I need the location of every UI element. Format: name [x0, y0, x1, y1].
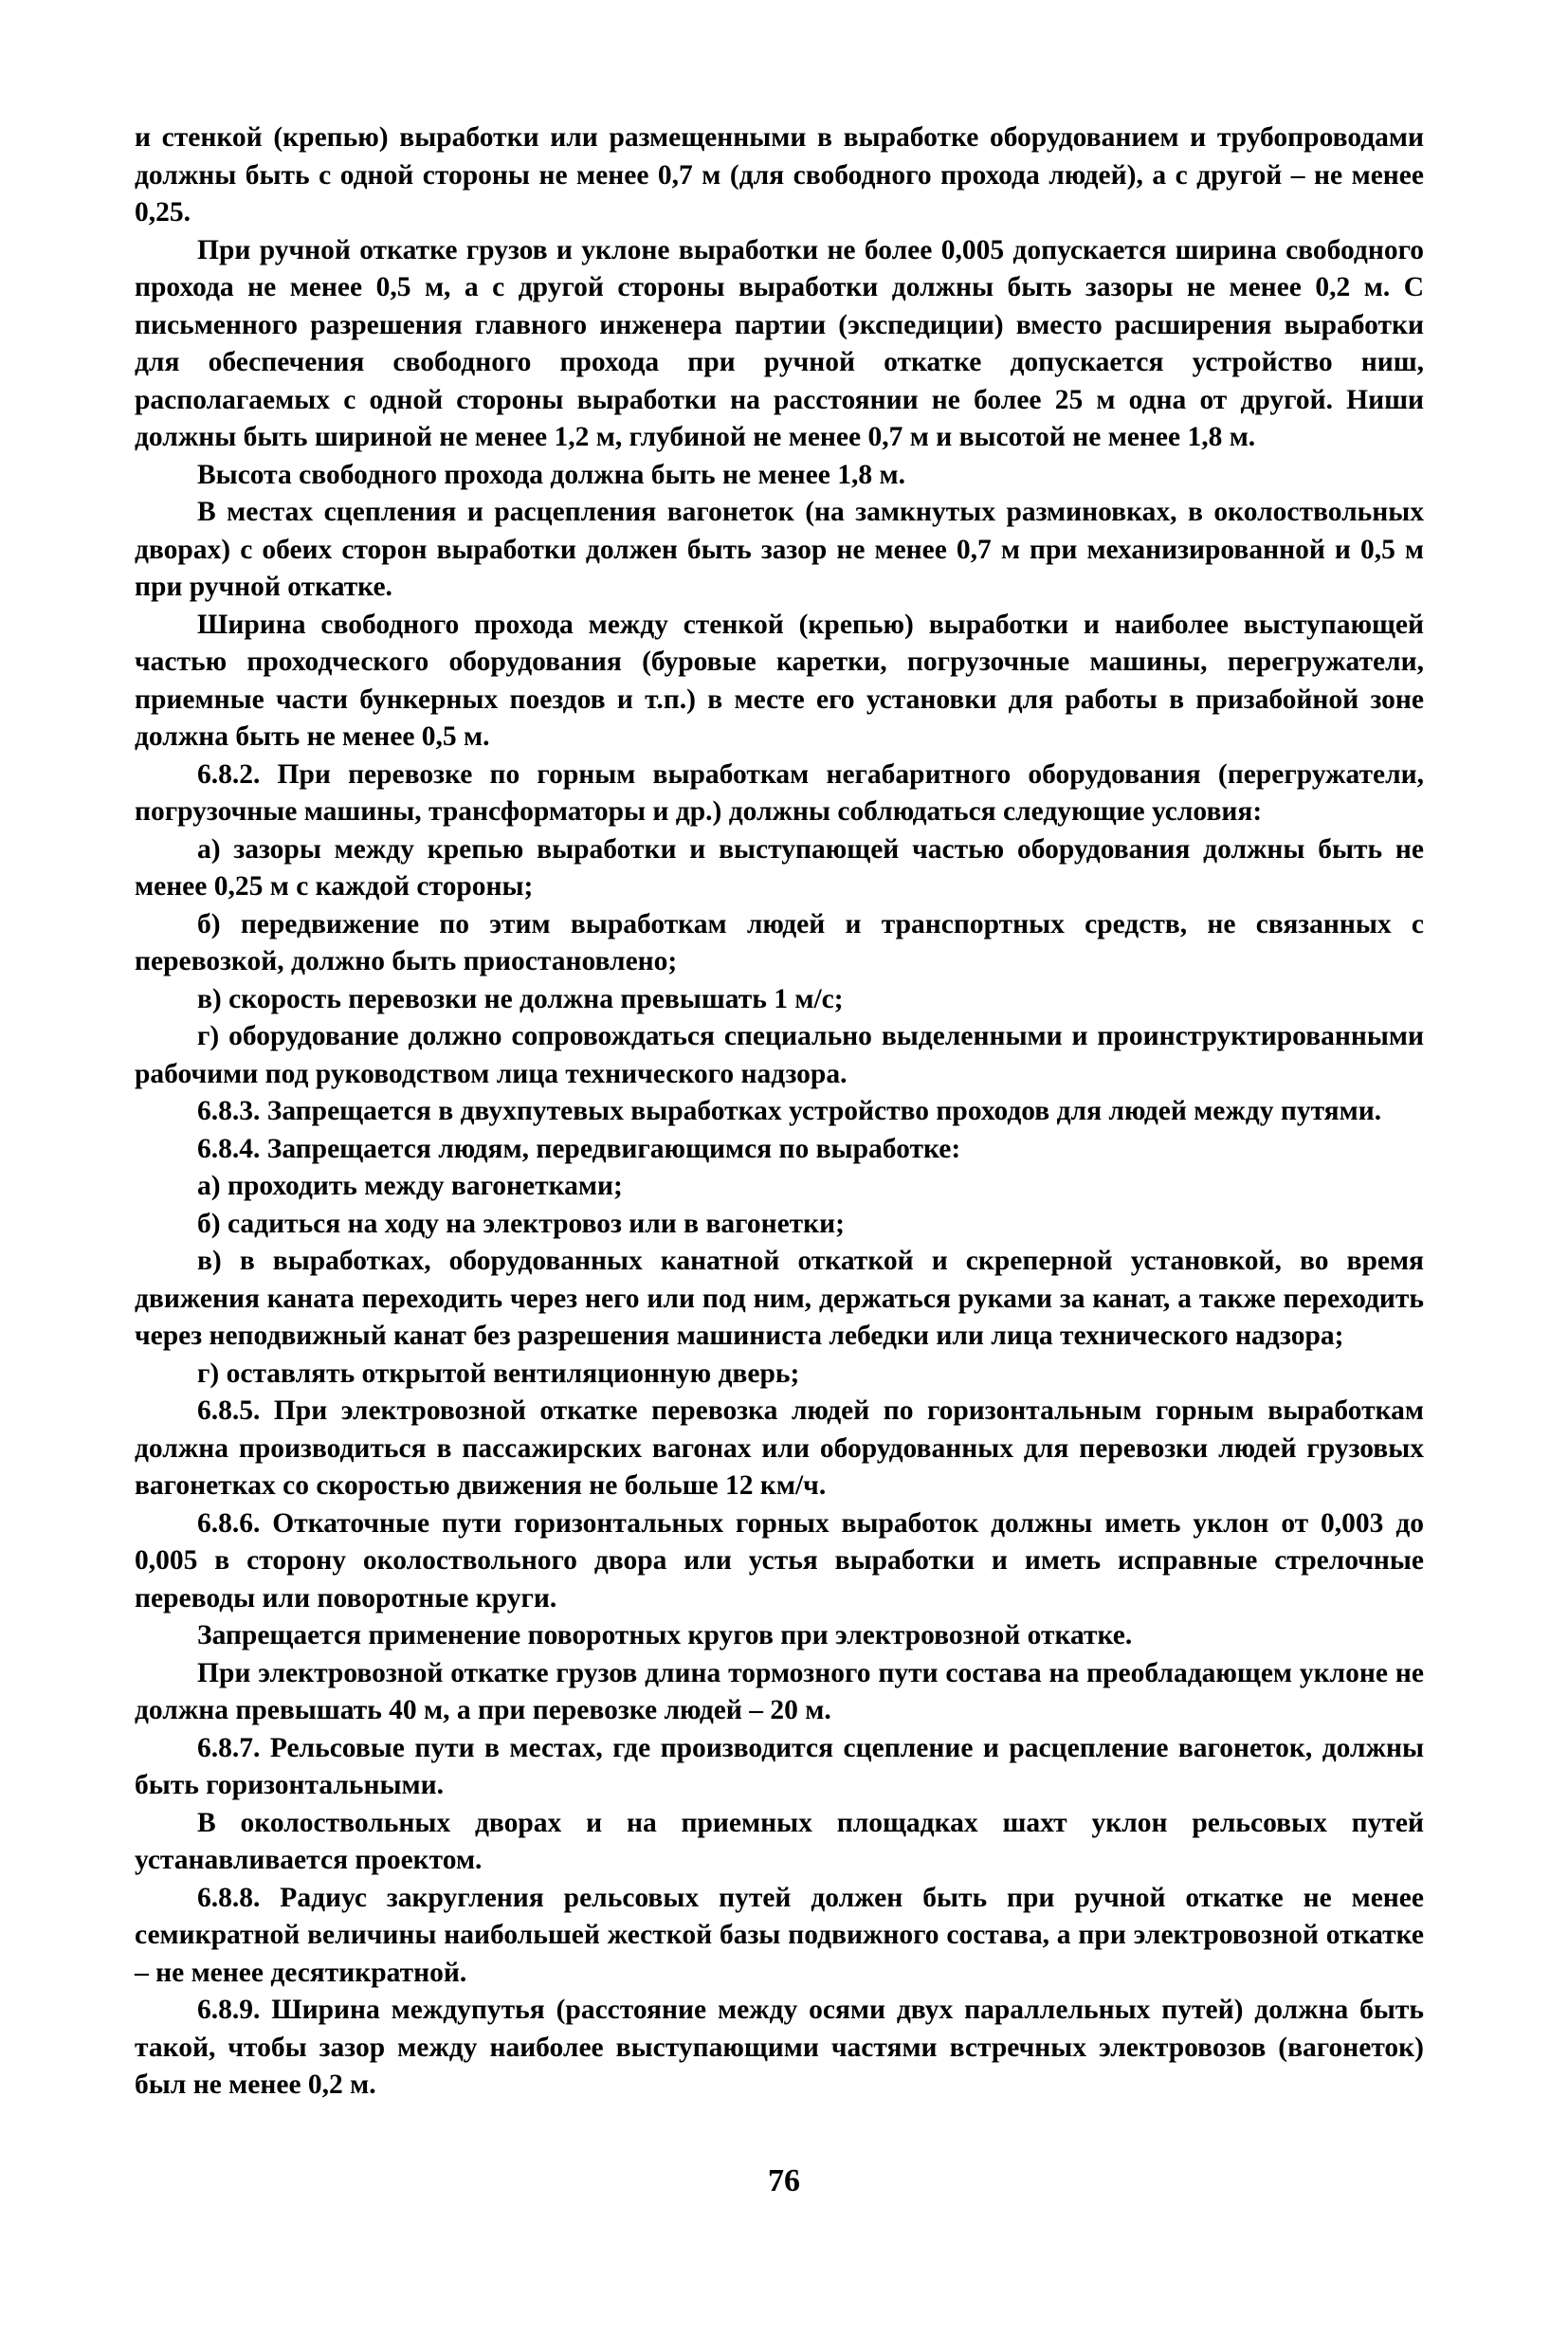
paragraph-coupling-places: В местах сцепления и расцепления вагонеток (на замкнутых разминовках, в околоствольных дворах) с обеих сторон выработки должен быть зазор не менее 0,7 м при механизированной и 0,5 м при ручной откатке. [135, 497, 1424, 602]
list-item-6-8-4-g: г) оставлять открытой вентиляционную дверь; [197, 1358, 800, 1389]
list-item-6-8-4-b: б) садиться на ходу на электровоз или в вагонетки; [197, 1208, 845, 1239]
paragraph-clause-6-8-4: 6.8.4. Запрещается людям, передвигающимся по выработке: [197, 1133, 961, 1164]
paragraph-equipment-clearance: Ширина свободного прохода между стенкой (крепью) выработки и наиболее выступающей частью проходческого оборудования (буровые каретки, погрузочные машины, перегружатели, приемные части бункерных поездов и т.п.) в месте его установки для работы в призабойной зоне должна быть не менее 0,5 м. [135, 609, 1424, 752]
paragraph-manual-haulage: При ручной откатке грузов и уклоне выработки не более 0,005 допускается ширина свободного прохода не менее 0,5 м, а с другой стороны выработки должны быть зазоры не менее 0,2 м. С письменного разрешения главного инженера партии (экспедиции) вместо расширения выработки для обеспечения свободного прохода при ручной откатке допускается устройство ниш, располагаемых с одной стороны выработки на расстоянии не более 25 м одна от другой. Ниши должны быть шириной не менее 1,2 м, глубиной не менее 0,7 м и высотой не менее 1,8 м. [135, 234, 1424, 452]
paragraph-turntables-prohibited: Запрещается применение поворотных кругов при электровозной откатке. [197, 1620, 1133, 1650]
page-number: 76 [768, 2163, 800, 2198]
page-body [135, 119, 1424, 2105]
paragraph-track-slope: В околоствольных дворах и на приемных площадках шахт уклон рельсовых путей устанавливается проектом. [135, 1807, 1424, 1875]
paragraph-braking-distance: При электровозной откатке грузов длина тормозного пути состава на преобладающем уклоне не должна превышать 40 м, а при перевозке людей – 20 м. [135, 1657, 1424, 1725]
list-item-6-8-4-a: а) проходить между вагонетками; [197, 1171, 623, 1201]
list-item-6-8-4-v: в) в выработках, оборудованных канатной откаткой и скреперной установкой, во время движения каната переходить через него или под ним, держаться руками за канат, а также переходить через неподвижный канат без разрешения машиниста лебедки или лица технического надзора; [135, 1246, 1424, 1351]
paragraph-passage-height: Высота свободного прохода должна быть не менее 1,8 м. [197, 459, 905, 490]
list-item-6-8-2-b: б) передвижение по этим выработкам людей и транспортных средств, не связанных с перевозкой, должно быть приостановлено; [135, 908, 1424, 976]
list-item-6-8-2-a: а) зазоры между крепью выработки и выступающей частью оборудования должны быть не менее 0,25 м с каждой стороны; [135, 833, 1424, 902]
paragraph-clause-6-8-7: 6.8.7. Рельсовые пути в местах, где производится сцепление и расцепление вагонеток, должны быть горизонтальными. [135, 1732, 1424, 1800]
paragraph-clause-6-8-6: 6.8.6. Откаточные пути горизонтальных горных выработок должны иметь уклон от 0,003 до 0,005 в сторону околоствольного двора или устья выработки и иметь исправные стрелочные переводы или поворотные круги. [135, 1507, 1424, 1614]
paragraph-clause-6-8-2: 6.8.2. При перевозке по горным выработкам негабаритного оборудования (перегружатели, погрузочные машины, трансформаторы и др.) должны соблюдаться следующие условия: [135, 758, 1424, 827]
paragraph-clause-6-8-5: 6.8.5. При электровозной откатке перевозка людей по горизонтальным горным выработкам должна производиться в пассажирских вагонах или оборудованных для перевозки людей грузовых вагонетках со скоростью движения не больше 12 км/ч. [135, 1395, 1424, 1501]
paragraph-clause-6-8-3: 6.8.3. Запрещается в двухпутевых выработках устройство проходов для людей между путями. [197, 1096, 1382, 1126]
paragraph-clause-6-8-8: 6.8.8. Радиус закругления рельсовых путей должен быть при ручной откатке не менее семикратной величины наибольшей жесткой базы подвижного состава, а при электровозной откатке – не менее десятикратной. [135, 1882, 1424, 1988]
list-item-6-8-2-v: в) скорость перевозки не должна превышать 1 м/с; [197, 983, 844, 1014]
paragraph-passage-widths: и стенкой (крепью) выработки или размещенными в выработке оборудованием и трубопроводами должны быть с одной стороны не менее 0,7 м (для свободного прохода людей), а с другой – не менее 0,25. [135, 122, 1424, 228]
list-item-6-8-2-g: г) оборудование должно сопровождаться специально выделенными и проинструктированными рабочими под руководством лица технического надзора. [135, 1021, 1424, 1089]
paragraph-clause-6-8-9: 6.8.9. Ширина междупутья (расстояние между осями двух параллельных путей) должна быть такой, чтобы зазор между наиболее выступающими частями встречных электровозов (вагонеток) был не менее 0,2 м. [135, 1995, 1424, 2100]
